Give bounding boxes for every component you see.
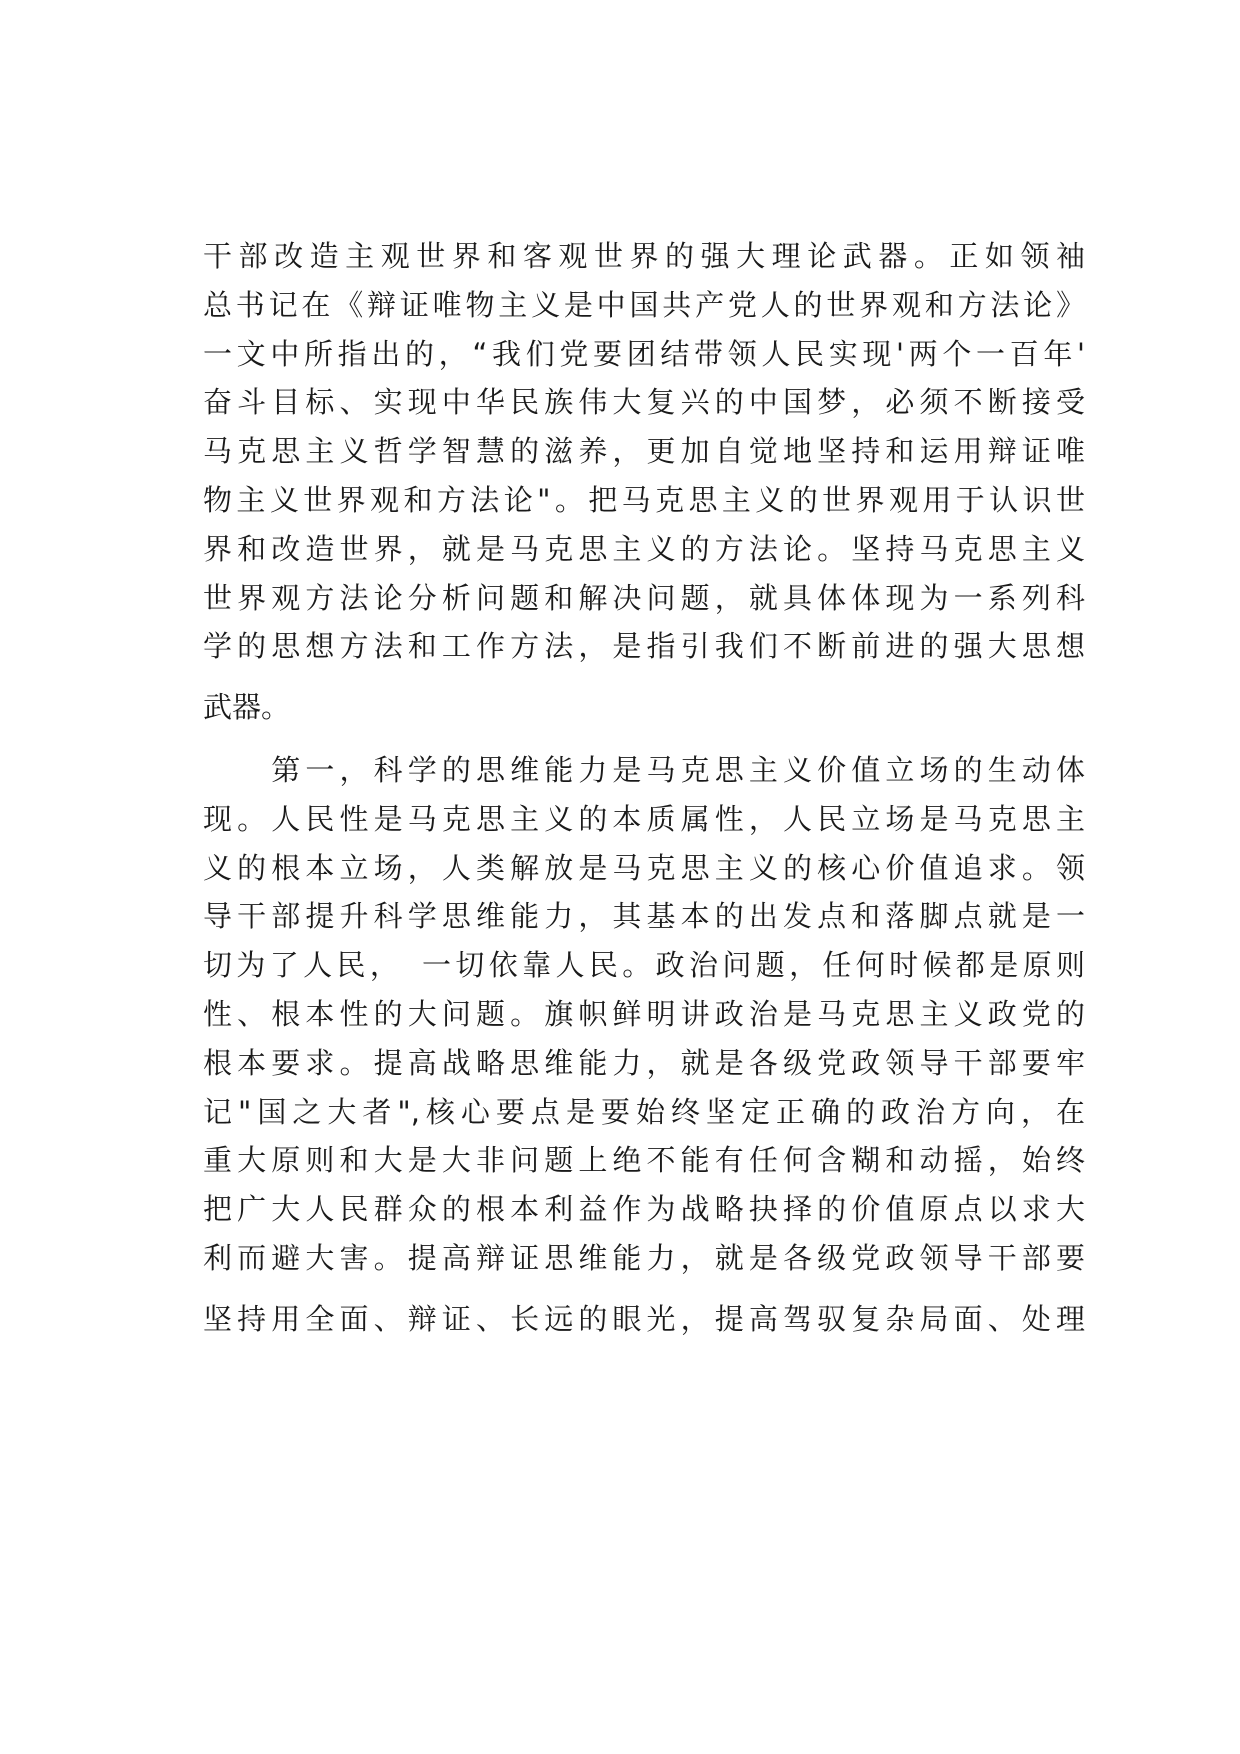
text-line: 性、根本性的大问题。旗帜鲜明讲政治是马克思主义政党的: [203, 996, 1085, 1031]
text-line: 重大原则和大是大非问题上绝不能有任何含糊和动摇，始终: [203, 1143, 1085, 1178]
paragraph-2: [203, 746, 1085, 1344]
text-line: 现。人民性是马克思主义的本质属性，人民立场是马克思主: [203, 801, 1085, 836]
text-line: 一文中所指出的，“我们党要团结带领人民实现'两个一百年': [203, 336, 1085, 371]
text-line: 世界观方法论分析问题和解决问题，就具体体现为一系列科: [203, 580, 1085, 615]
text-line: 坚持用全面、辩证、长远的眼光，提高驾驭复杂局面、处理: [203, 1301, 1085, 1336]
text-line: 马克思主义哲学智慧的滋养，更加自觉地坚持和运用辩证唯: [203, 434, 1085, 469]
paragraph-1: [203, 232, 1085, 732]
text-line: 第一，科学的思维能力是马克思主义价值立场的生动体: [203, 752, 1085, 787]
text-line: 把广大人民群众的根本利益作为战略抉择的价值原点以求大: [203, 1192, 1085, 1227]
text-line: 总书记在《辩证唯物主义是中国共产党人的世界观和方法论》: [203, 287, 1085, 322]
text-line: 记"国之大者",核心要点是要始终坚定正确的政治方向，在: [203, 1094, 1085, 1129]
text-line: 导干部提升科学思维能力，其基本的出发点和落脚点就是一: [203, 899, 1085, 934]
body-text: [203, 232, 1085, 1344]
text-line: 根本要求。提高战略思维能力，就是各级党政领导干部要牢: [203, 1045, 1085, 1080]
text-line: 物主义世界观和方法论"。把马克思主义的世界观用于认识世: [203, 482, 1085, 517]
text-line: 利而避大害。提高辩证思维能力，就是各级党政领导干部要: [203, 1240, 1085, 1275]
text-line: 切为了人民， 一切依靠人民。政治问题，任何时候都是原则: [203, 948, 1085, 983]
text-line: 武器。: [203, 690, 291, 725]
paragraph-gap: [203, 732, 1085, 746]
text-line: 义的根本立场，人类解放是马克思主义的核心价值追求。领: [203, 850, 1085, 885]
text-line: 奋斗目标、实现中华民族伟大复兴的中国梦，必须不断接受: [203, 385, 1085, 420]
text-line: 学的思想方法和工作方法，是指引我们不断前进的强大思想: [203, 629, 1085, 664]
text-line: 干部改造主观世界和客观世界的强大理论武器。正如领袖: [203, 239, 1085, 273]
text-line: 界和改造世界，就是马克思主义的方法论。坚持马克思主义: [203, 531, 1085, 566]
